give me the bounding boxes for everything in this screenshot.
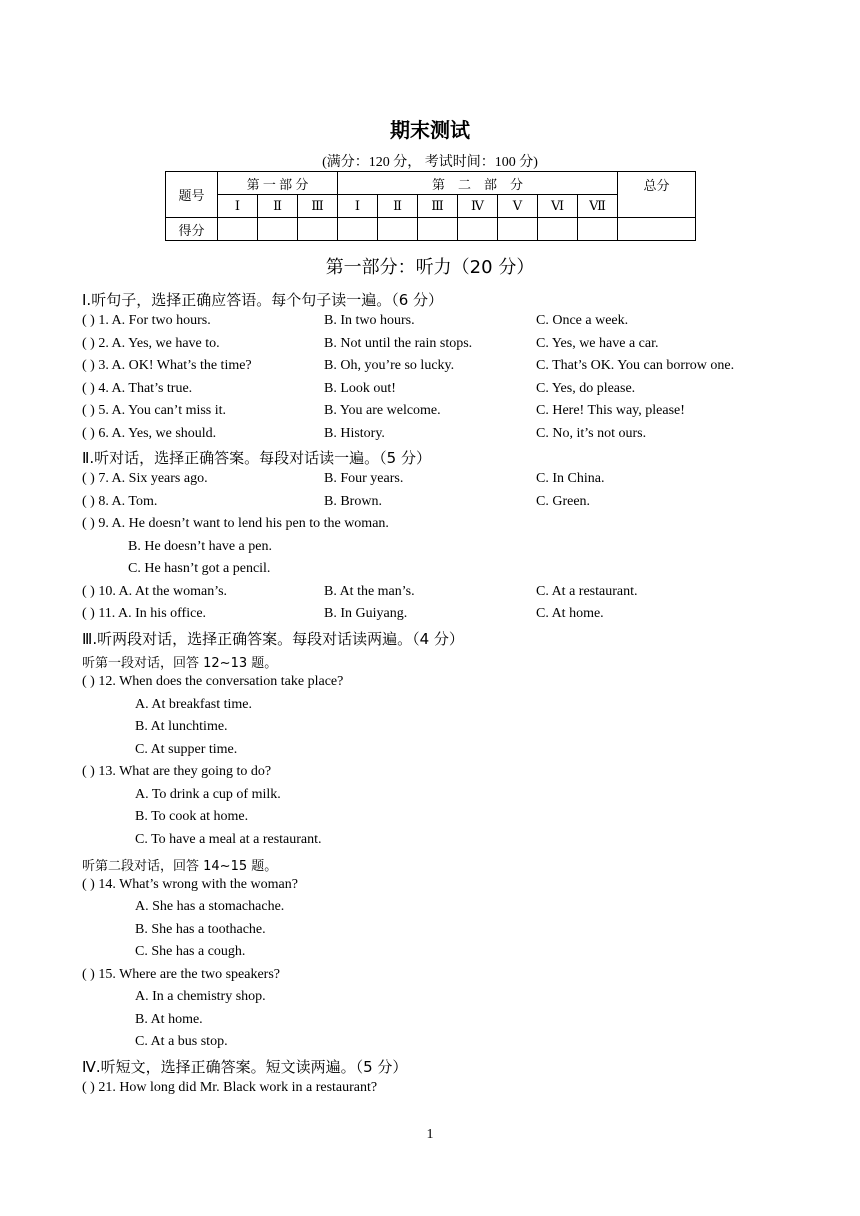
question-4-option-c: C. Yes, do please.	[536, 381, 636, 396]
col-header: Ⅰ	[218, 195, 258, 218]
question-12-option-b: B. At lunchtime.	[135, 719, 228, 734]
score-cell[interactable]	[378, 218, 418, 241]
question-14-option-b: B. She has a toothache.	[135, 922, 266, 937]
part1-header: 第 一 部 分	[218, 172, 338, 195]
dialogue-note-1: 听第一段对话，回答 12~13 题。	[82, 656, 278, 671]
question-9-option-b: B. He doesn’t have a pen.	[128, 539, 272, 554]
col-header: Ⅳ	[458, 195, 498, 218]
question-15-stem: ( ) 15. Where are the two speakers?	[82, 967, 280, 982]
question-13-option-a: A. To drink a cup of milk.	[135, 787, 281, 802]
question-2-option-c: C. Yes, we have a car.	[536, 336, 659, 351]
score-cell[interactable]	[218, 218, 258, 241]
row-label-tihao: 题号	[166, 172, 218, 218]
col-header: Ⅴ	[498, 195, 538, 218]
question-2-option-a: ( ) 2. A. Yes, we have to.	[82, 336, 220, 351]
question-14-option-c: C. She has a cough.	[135, 944, 246, 959]
question-5-option-a: ( ) 5. A. You can’t miss it.	[82, 403, 227, 418]
question-7-option-b: B. Four years.	[324, 471, 404, 486]
section-heading-4: Ⅳ.听短文，选择正确答案。短文读两遍。（5 分）	[82, 1058, 408, 1076]
question-12-stem: ( ) 12. When does the conversation take place?	[82, 674, 344, 689]
score-cell[interactable]	[418, 218, 458, 241]
row-label-defen: 得分	[166, 218, 218, 241]
score-cell[interactable]	[578, 218, 618, 241]
question-8-option-a: ( ) 8. A. Tom.	[82, 494, 158, 509]
col-header: Ⅶ	[578, 195, 618, 218]
question-13-stem: ( ) 13. What are they going to do?	[82, 764, 272, 779]
question-1-option-c: C. Once a week.	[536, 313, 629, 328]
question-1-option-a: ( ) 1. A. For two hours.	[82, 313, 211, 328]
question-11-option-c: C. At home.	[536, 606, 604, 621]
col-header: Ⅱ	[258, 195, 298, 218]
score-cell[interactable]	[618, 218, 696, 241]
part2-header: 第 二 部 分	[338, 172, 618, 195]
question-14-stem: ( ) 14. What’s wrong with the woman?	[82, 877, 298, 892]
question-9-option-a: ( ) 9. A. He doesn’t want to lend his pen to the woman.	[82, 516, 389, 531]
question-3-option-c: C. That’s OK. You can borrow one.	[536, 358, 735, 373]
question-21-stem: ( ) 21. How long did Mr. Black work in a restaurant?	[82, 1080, 378, 1095]
col-header: Ⅵ	[538, 195, 578, 218]
question-13-option-c: C. To have a meal at a restaurant.	[135, 832, 322, 847]
score-table	[165, 171, 696, 241]
question-14-option-a: A. She has a stomachache.	[135, 899, 285, 914]
question-8-option-b: B. Brown.	[324, 494, 382, 509]
exam-info: (满分：120 分， 考试时间：100 分)	[322, 155, 538, 170]
section-heading-1: Ⅰ.听句子，选择正确应答语。每个句子读一遍。（6 分）	[82, 291, 444, 309]
score-cell[interactable]	[498, 218, 538, 241]
question-6-option-a: ( ) 6. A. Yes, we should.	[82, 426, 217, 441]
question-12-option-a: A. At breakfast time.	[135, 697, 253, 712]
question-6-option-c: C. No, it’s not ours.	[536, 426, 647, 441]
question-11-option-b: B. In Guiyang.	[324, 606, 408, 621]
question-5-option-b: B. You are welcome.	[324, 403, 441, 418]
question-13-option-b: B. To cook at home.	[135, 809, 249, 824]
score-cell[interactable]	[298, 218, 338, 241]
col-header: Ⅲ	[418, 195, 458, 218]
question-6-option-b: B. History.	[324, 426, 385, 441]
question-4-option-b: B. Look out!	[324, 381, 396, 396]
col-header: Ⅲ	[298, 195, 338, 218]
question-15-option-b: B. At home.	[135, 1012, 203, 1027]
question-10-option-a: ( ) 10. A. At the woman’s.	[82, 584, 228, 599]
question-15-option-c: C. At a bus stop.	[135, 1034, 228, 1049]
score-cell[interactable]	[258, 218, 298, 241]
question-10-option-b: B. At the man’s.	[324, 584, 415, 599]
question-7-option-a: ( ) 7. A. Six years ago.	[82, 471, 208, 486]
section-heading-3: Ⅲ.听两段对话，选择正确答案。每段对话读两遍。（4 分）	[82, 630, 464, 648]
question-15-option-a: A. In a chemistry shop.	[135, 989, 266, 1004]
page-title: 期末测试	[390, 118, 470, 142]
question-8-option-c: C. Green.	[536, 494, 591, 509]
score-cell[interactable]	[538, 218, 578, 241]
col-header: Ⅱ	[378, 195, 418, 218]
part-heading: 第一部分：听力（20 分）	[325, 257, 535, 278]
question-4-option-a: ( ) 4. A. That’s true.	[82, 381, 193, 396]
total-header: 总分	[618, 172, 696, 218]
col-header: Ⅰ	[338, 195, 378, 218]
question-12-option-c: C. At supper time.	[135, 742, 238, 757]
question-7-option-c: C. In China.	[536, 471, 605, 486]
score-cell[interactable]	[458, 218, 498, 241]
dialogue-note-2: 听第二段对话，回答 14~15 题。	[82, 859, 278, 874]
question-10-option-c: C. At a restaurant.	[536, 584, 638, 599]
section-heading-2: Ⅱ.听对话，选择正确答案。每段对话读一遍。（5 分）	[82, 449, 431, 467]
score-cell[interactable]	[338, 218, 378, 241]
question-11-option-a: ( ) 11. A. In his office.	[82, 606, 207, 621]
question-5-option-c: C. Here! This way, please!	[536, 403, 685, 418]
question-9-option-c: C. He hasn’t got a pencil.	[128, 561, 271, 576]
question-3-option-a: ( ) 3. A. OK! What’s the time?	[82, 358, 252, 373]
question-1-option-b: B. In two hours.	[324, 313, 415, 328]
page-number: 1	[426, 1127, 434, 1142]
question-3-option-b: B. Oh, you’re so lucky.	[324, 358, 455, 373]
question-2-option-b: B. Not until the rain stops.	[324, 336, 473, 351]
